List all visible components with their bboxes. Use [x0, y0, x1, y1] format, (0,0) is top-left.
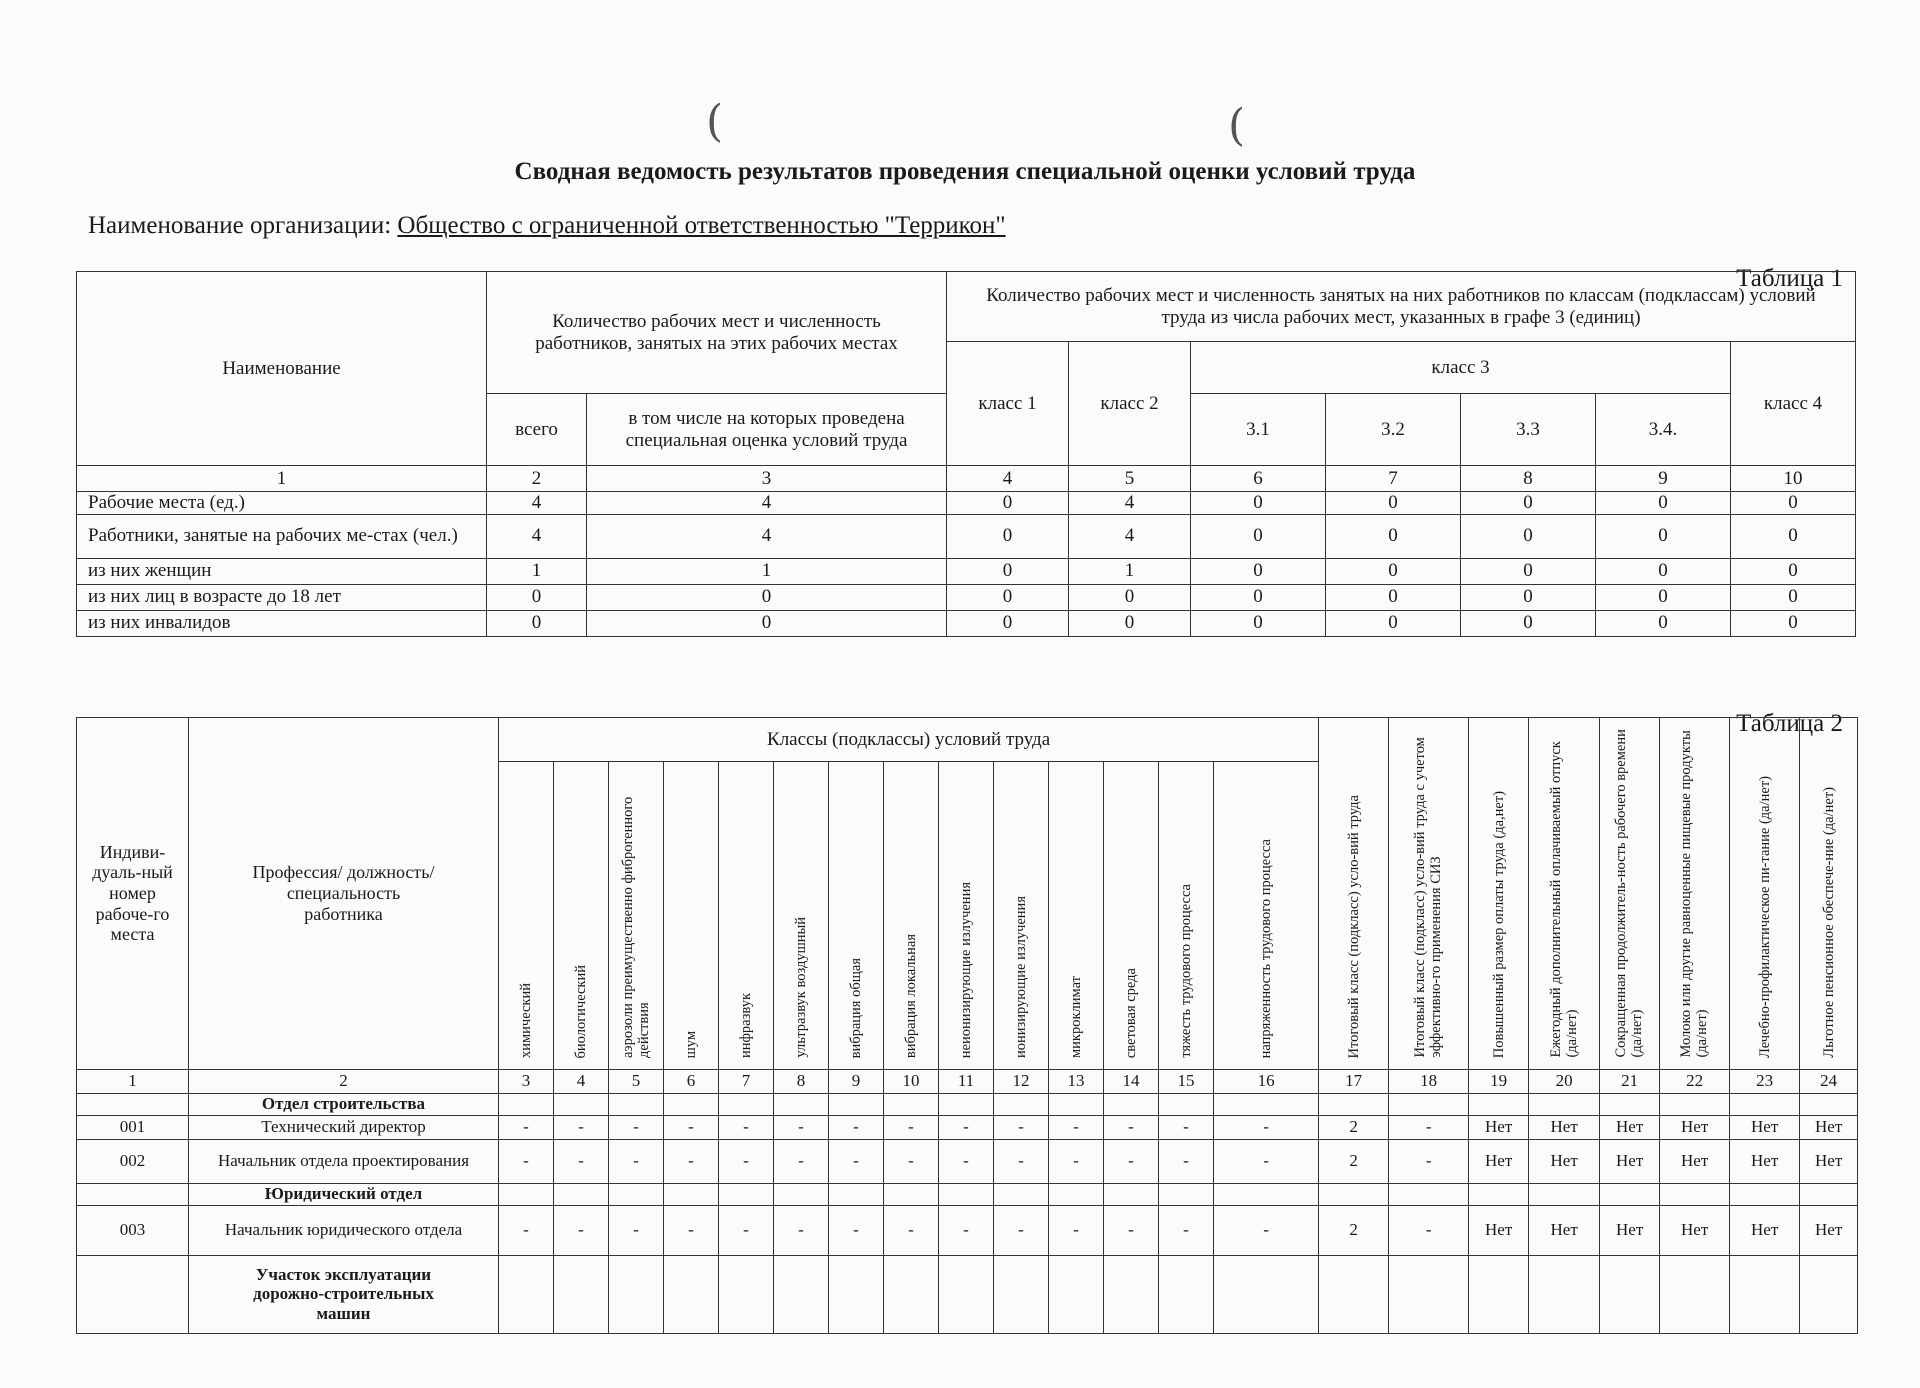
t2-empty-cell — [719, 1255, 774, 1333]
t1-column-numbers — [77, 466, 1856, 492]
t2-factor-value: - — [1214, 1115, 1319, 1139]
t2-colnum: 17 — [1319, 1069, 1389, 1093]
t2-factor-value: - — [1104, 1139, 1159, 1183]
t2-empty-cell — [1600, 1255, 1660, 1333]
t2-empty-cell — [1800, 1255, 1858, 1333]
t2-colnum: 19 — [1469, 1069, 1529, 1093]
t2-factor-value: - — [1104, 1115, 1159, 1139]
t2-empty-cell — [609, 1183, 664, 1205]
t2-factor-value: - — [609, 1139, 664, 1183]
t2-empty-cell — [1660, 1093, 1730, 1115]
t2-empty-cell — [1214, 1183, 1319, 1205]
t2-factor-value: - — [994, 1205, 1049, 1255]
t2-factor-value: - — [939, 1205, 994, 1255]
t2-header-vacation: Ежегодный дополнительный оплачиваемый отпуск (да/нет) — [1529, 718, 1600, 1070]
t1-cell: 0 — [947, 514, 1069, 558]
t2-factor-value: - — [774, 1205, 829, 1255]
t2-workplace-row — [77, 1115, 1858, 1139]
t2-empty-cell — [664, 1093, 719, 1115]
t1-cell: 0 — [1461, 610, 1596, 636]
t2-factor-value: - — [1214, 1205, 1319, 1255]
t2-factor-value: - — [1159, 1139, 1214, 1183]
t1-header-total: всего — [487, 394, 587, 466]
t2-guarantee-value: Нет — [1660, 1139, 1730, 1183]
t2-empty-cell — [499, 1255, 554, 1333]
t2-factor-value: - — [774, 1115, 829, 1139]
t2-final-class-siz: - — [1389, 1205, 1469, 1255]
t1-row-label: из них женщин — [77, 558, 487, 584]
t2-colnum: 23 — [1730, 1069, 1800, 1093]
t2-empty-cell — [774, 1093, 829, 1115]
t1-row-label: из них инвалидов — [77, 610, 487, 636]
t1-colnum: 9 — [1596, 466, 1731, 492]
t2-factor-value: - — [829, 1139, 884, 1183]
t2-guarantee-value: Нет — [1730, 1139, 1800, 1183]
t2-empty-cell — [1049, 1255, 1104, 1333]
t2-colnum: 14 — [1104, 1069, 1159, 1093]
document-title: Сводная ведомость результатов проведения специальной оценки условий труда — [514, 158, 1416, 185]
t1-cell: 0 — [947, 610, 1069, 636]
t2-empty-cell — [1529, 1255, 1600, 1333]
t2-guarantee-value: Нет — [1469, 1205, 1529, 1255]
t2-workplace-row — [77, 1139, 1858, 1183]
t2-empty-cell — [994, 1255, 1049, 1333]
t2-column-numbers — [77, 1069, 1858, 1093]
t2-guarantee-value: Нет — [1600, 1205, 1660, 1255]
t2-empty-cell — [1600, 1093, 1660, 1115]
t1-row — [77, 610, 1856, 636]
t2-guarantee-value: Нет — [1529, 1115, 1600, 1139]
t2-empty-cell — [1389, 1255, 1469, 1333]
t2-empty-cell — [609, 1255, 664, 1333]
t2-header-classes: Классы (подклассы) условий труда — [499, 718, 1319, 762]
t2-empty-cell — [1529, 1183, 1600, 1205]
t2-header-profession: Профессия/ должность/ специальность работника — [189, 718, 499, 1070]
t2-empty-cell — [1214, 1255, 1319, 1333]
t2-factor-value: - — [1159, 1205, 1214, 1255]
t2-empty-cell — [884, 1183, 939, 1205]
t2-guarantee-value: Нет — [1600, 1139, 1660, 1183]
t2-colnum: 15 — [1159, 1069, 1214, 1093]
t2-factor-infrasound: инфразвук — [719, 762, 774, 1070]
organization-label: Наименование организации: — [88, 212, 398, 239]
t1-cell: 4 — [487, 492, 587, 515]
t2-guarantee-value: Нет — [1600, 1115, 1660, 1139]
t2-factor-value: - — [609, 1115, 664, 1139]
t1-cell: 0 — [1326, 610, 1461, 636]
t1-cell: 0 — [1596, 514, 1731, 558]
t2-empty-cell — [939, 1255, 994, 1333]
t2-guarantee-value: Нет — [1800, 1115, 1858, 1139]
t2-factor-value: - — [829, 1115, 884, 1139]
t2-empty-cell — [1600, 1183, 1660, 1205]
t2-factor-value: - — [939, 1139, 994, 1183]
t1-cell: 0 — [1326, 514, 1461, 558]
t2-empty-cell — [1049, 1093, 1104, 1115]
t1-colnum: 5 — [1069, 466, 1191, 492]
t2-empty-cell — [1529, 1093, 1600, 1115]
organization-name: Общество с ограниченной ответственностью "Террикон" — [397, 212, 1006, 239]
t2-empty-cell — [1730, 1255, 1800, 1333]
t2-factor-value: - — [884, 1205, 939, 1255]
t2-header-pension: Льготное пенсионное обеспече-ние (да/нет) — [1800, 718, 1858, 1070]
t2-empty-cell — [1104, 1183, 1159, 1205]
t1-colnum: 1 — [77, 466, 487, 492]
t1-cell: 4 — [1069, 492, 1191, 515]
t2-factor-value: - — [664, 1205, 719, 1255]
t2-final-class-siz: - — [1389, 1139, 1469, 1183]
t2-factor-value: - — [719, 1139, 774, 1183]
t2-empty-cell — [554, 1093, 609, 1115]
t2-colnum: 9 — [829, 1069, 884, 1093]
t2-colnum: 8 — [774, 1069, 829, 1093]
t2-colnum: 21 — [1600, 1069, 1660, 1093]
t2-empty-cell — [1319, 1255, 1389, 1333]
t2-factor-value: - — [1104, 1205, 1159, 1255]
t2-factor-value: - — [499, 1205, 554, 1255]
t2-empty-cell — [1319, 1093, 1389, 1115]
t1-cell: 4 — [587, 492, 947, 515]
t2-empty-cell — [554, 1183, 609, 1205]
t1-cell: 0 — [487, 584, 587, 610]
t2-workplace-id: 001 — [77, 1115, 189, 1139]
t2-header-final-siz: Итоговый класс (подкласс) усло-вий труда с учетом эффективно-го применения СИЗ — [1389, 718, 1469, 1070]
t1-cell: 0 — [1596, 492, 1731, 515]
t2-empty-cell — [1104, 1093, 1159, 1115]
t2-empty-cell — [1319, 1183, 1389, 1205]
t2-colnum: 4 — [554, 1069, 609, 1093]
t2-empty-cell — [1730, 1093, 1800, 1115]
t2-empty-cell — [499, 1093, 554, 1115]
t2-factor-ultrasound: ультразвук воздушный — [774, 762, 829, 1070]
t1-cell: 0 — [1069, 610, 1191, 636]
t2-empty-cell — [1800, 1183, 1858, 1205]
t2-factor-value: - — [829, 1205, 884, 1255]
t1-cell: 0 — [1731, 584, 1856, 610]
t1-colnum: 4 — [947, 466, 1069, 492]
t2-empty-cell — [1159, 1093, 1214, 1115]
t2-guarantee-value: Нет — [1660, 1205, 1730, 1255]
t2-workplace-name: Начальник юридического отдела — [189, 1205, 499, 1255]
t2-guarantee-value: Нет — [1469, 1115, 1529, 1139]
t2-factor-ionizing: ионизирующие излучения — [994, 762, 1049, 1070]
t2-factor-value: - — [884, 1139, 939, 1183]
t1-cell: 0 — [1191, 514, 1326, 558]
t2-guarantee-value: Нет — [1730, 1205, 1800, 1255]
t1-colnum: 6 — [1191, 466, 1326, 492]
t1-cell: 0 — [1596, 610, 1731, 636]
t2-final-class: 2 — [1319, 1205, 1389, 1255]
t2-factor-value: - — [994, 1139, 1049, 1183]
t2-factor-value: - — [1049, 1115, 1104, 1139]
t2-colnum: 5 — [609, 1069, 664, 1093]
t2-factor-value: - — [1049, 1205, 1104, 1255]
t1-row-label: Работники, занятые на рабочих ме-стах (чел.) — [77, 514, 487, 558]
t2-header-id: Индиви-дуаль-ный номер рабоче-го места — [77, 718, 189, 1070]
t2-department-row — [77, 1093, 1858, 1115]
t2-empty-cell — [664, 1183, 719, 1205]
t1-header-class2: класс 2 — [1069, 342, 1191, 466]
t2-colnum: 12 — [994, 1069, 1049, 1093]
t2-empty-cell — [1214, 1093, 1319, 1115]
t1-row — [77, 514, 1856, 558]
t2-factor-value: - — [1159, 1115, 1214, 1139]
t2-empty-cell — [1660, 1183, 1730, 1205]
table2-caption: Таблица 2 — [1736, 710, 1843, 737]
t2-guarantee-value: Нет — [1800, 1205, 1858, 1255]
t2-factor-vibration-general: вибрация общая — [829, 762, 884, 1070]
t1-row — [77, 492, 1856, 515]
t2-empty-cell — [884, 1093, 939, 1115]
t1-header-3-1: 3.1 — [1191, 394, 1326, 466]
t1-header-name: Наименование — [77, 272, 487, 466]
t2-guarantee-value: Нет — [1730, 1115, 1800, 1139]
t1-cell: 0 — [1326, 584, 1461, 610]
t2-empty-cell — [1469, 1093, 1529, 1115]
t2-factor-noise: шум — [664, 762, 719, 1070]
t1-cell: 4 — [587, 514, 947, 558]
t2-factor-biological: биологический — [554, 762, 609, 1070]
t2-header-pay: Повышенный размер оплаты труда (да,нет) — [1469, 718, 1529, 1070]
t2-factor-aerosol: аэрозоли преимущественно фиброгенного действия — [609, 762, 664, 1070]
table1-caption: Таблица 1 — [1736, 265, 1843, 292]
t2-empty-cell — [1469, 1255, 1529, 1333]
t1-cell: 0 — [1731, 492, 1856, 515]
t2-workplace-id: 003 — [77, 1205, 189, 1255]
t2-department-name: Юридический отдел — [189, 1183, 499, 1205]
t2-final-class: 2 — [1319, 1139, 1389, 1183]
t1-cell: 0 — [1731, 558, 1856, 584]
t1-row-label: из них лиц в возрасте до 18 лет — [77, 584, 487, 610]
t2-empty-cell — [1159, 1183, 1214, 1205]
t2-factor-value: - — [994, 1115, 1049, 1139]
t1-cell: 0 — [487, 610, 587, 636]
t2-empty-cell — [554, 1255, 609, 1333]
t1-header-assessed: в том числе на которых проведена специальная оценка условий труда — [587, 394, 947, 466]
t2-workplace-name: Технический директор — [189, 1115, 499, 1139]
t1-header-3-3: 3.3 — [1461, 394, 1596, 466]
t1-row-label: Рабочие места (ед.) — [77, 492, 487, 515]
t1-cell: 0 — [1731, 514, 1856, 558]
t1-cell: 0 — [587, 610, 947, 636]
t2-empty-cell — [994, 1183, 1049, 1205]
t2-factor-value: - — [554, 1205, 609, 1255]
scan-mark: ( — [1228, 100, 1246, 151]
organization-line — [88, 212, 1006, 240]
t2-empty-cell — [1389, 1093, 1469, 1115]
t2-header-nutrition: Лечебно-профилактическое пи-тание (да/нет) — [1730, 718, 1800, 1070]
t2-empty-cell — [1049, 1183, 1104, 1205]
t2-colnum: 3 — [499, 1069, 554, 1093]
t2-factor-labor-intensity: напряженность трудового процесса — [1214, 762, 1319, 1070]
t2-empty-cell — [1159, 1255, 1214, 1333]
t2-empty-cell — [1104, 1255, 1159, 1333]
t2-workplace-name: Начальник отдела проектирования — [189, 1139, 499, 1183]
t2-empty-cell — [1800, 1093, 1858, 1115]
t1-cell: 1 — [587, 558, 947, 584]
t2-factor-value: - — [499, 1115, 554, 1139]
t1-header-classes: Количество рабочих мест и численность занятых на них работников по классам (подклассам) условий труда из числа рабочих мест, указанных в графе 3 (единиц) — [947, 272, 1856, 342]
t2-factor-value: - — [554, 1139, 609, 1183]
t1-row — [77, 584, 1856, 610]
t1-header-class1: класс 1 — [947, 342, 1069, 466]
t2-factor-value: - — [719, 1115, 774, 1139]
t2-final-class: 2 — [1319, 1115, 1389, 1139]
t1-colnum: 7 — [1326, 466, 1461, 492]
t2-empty-cell — [774, 1255, 829, 1333]
t1-cell: 0 — [947, 558, 1069, 584]
t2-workplace-id: 002 — [77, 1139, 189, 1183]
t1-cell: 0 — [947, 584, 1069, 610]
t2-empty-cell — [499, 1183, 554, 1205]
t1-header-class3: класс 3 — [1191, 342, 1731, 394]
t1-cell: 0 — [1191, 492, 1326, 515]
t1-cell: 0 — [587, 584, 947, 610]
t2-empty-cell — [77, 1093, 189, 1115]
t2-empty-cell — [609, 1093, 664, 1115]
t2-colnum: 10 — [884, 1069, 939, 1093]
t2-workplace-row — [77, 1205, 1858, 1255]
t2-colnum: 22 — [1660, 1069, 1730, 1093]
t1-row — [77, 558, 1856, 584]
t2-factor-value: - — [664, 1115, 719, 1139]
t1-cell: 1 — [487, 558, 587, 584]
t1-cell: 0 — [1461, 492, 1596, 515]
scan-mark: ( — [706, 96, 724, 147]
t1-header-class4: класс 4 — [1731, 342, 1856, 466]
t2-department-row — [77, 1183, 1858, 1205]
t2-factor-chemical: химический — [499, 762, 554, 1070]
t2-header-milk: Молоко или другие равноценные пищевые продукты (да/нет) — [1660, 718, 1730, 1070]
t2-factor-labor-severity: тяжесть трудового процесса — [1159, 762, 1214, 1070]
t2-factor-value: - — [774, 1139, 829, 1183]
t2-factor-value: - — [884, 1115, 939, 1139]
t2-factor-light: световая среда — [1104, 762, 1159, 1070]
t2-empty-cell — [939, 1093, 994, 1115]
t1-cell: 4 — [487, 514, 587, 558]
t2-colnum: 7 — [719, 1069, 774, 1093]
t2-empty-cell — [994, 1093, 1049, 1115]
t2-final-class-siz: - — [1389, 1115, 1469, 1139]
t2-factor-value: - — [1214, 1139, 1319, 1183]
t2-factor-value: - — [664, 1139, 719, 1183]
t2-empty-cell — [829, 1093, 884, 1115]
t2-empty-cell — [1469, 1183, 1529, 1205]
t1-cell: 0 — [1461, 558, 1596, 584]
t2-department-name: Участок эксплуатации дорожно-строительных машин — [189, 1255, 499, 1333]
t1-cell: 0 — [1461, 584, 1596, 610]
t2-factor-value: - — [719, 1205, 774, 1255]
t1-cell: 0 — [1191, 610, 1326, 636]
t2-empty-cell — [1660, 1255, 1730, 1333]
t2-empty-cell — [829, 1255, 884, 1333]
t2-header-reduced-time: Сокращенная продолжитель-ность рабочего времени (да/нет) — [1600, 718, 1660, 1070]
table1 — [76, 271, 1856, 637]
t1-header-3-2: 3.2 — [1326, 394, 1461, 466]
t2-guarantee-value: Нет — [1529, 1205, 1600, 1255]
t1-cell: 0 — [1596, 584, 1731, 610]
t2-department-row — [77, 1255, 1858, 1333]
t2-factor-value: - — [939, 1115, 994, 1139]
t1-cell: 0 — [1596, 558, 1731, 584]
t1-cell: 0 — [947, 492, 1069, 515]
t2-factor-microclimate: микроклимат — [1049, 762, 1104, 1070]
t1-colnum: 8 — [1461, 466, 1596, 492]
t1-cell: 0 — [1731, 610, 1856, 636]
t2-empty-cell — [719, 1093, 774, 1115]
t2-colnum: 11 — [939, 1069, 994, 1093]
t2-empty-cell — [1730, 1183, 1800, 1205]
t2-empty-cell — [829, 1183, 884, 1205]
table2 — [76, 717, 1858, 1334]
t2-colnum: 18 — [1389, 1069, 1469, 1093]
t2-empty-cell — [77, 1183, 189, 1205]
t2-factor-value: - — [609, 1205, 664, 1255]
t1-cell: 0 — [1191, 584, 1326, 610]
t2-guarantee-value: Нет — [1660, 1115, 1730, 1139]
t2-factor-vibration-local: вибрация локальная — [884, 762, 939, 1070]
t2-guarantee-value: Нет — [1469, 1139, 1529, 1183]
t2-factor-nonionizing: неионизирующие излучения — [939, 762, 994, 1070]
t1-colnum: 3 — [587, 466, 947, 492]
t1-cell: 0 — [1326, 558, 1461, 584]
t2-colnum: 2 — [189, 1069, 499, 1093]
t1-cell: 0 — [1326, 492, 1461, 515]
t2-empty-cell — [884, 1255, 939, 1333]
t2-empty-cell — [939, 1183, 994, 1205]
t2-colnum: 13 — [1049, 1069, 1104, 1093]
t2-colnum: 20 — [1529, 1069, 1600, 1093]
t2-empty-cell — [719, 1183, 774, 1205]
t2-colnum: 24 — [1800, 1069, 1858, 1093]
t2-colnum: 1 — [77, 1069, 189, 1093]
t1-colnum: 10 — [1731, 466, 1856, 492]
t2-empty-cell — [664, 1255, 719, 1333]
t1-colnum: 2 — [487, 466, 587, 492]
t2-empty-cell — [77, 1255, 189, 1333]
t1-header-3-4: 3.4. — [1596, 394, 1731, 466]
t2-factor-value: - — [554, 1115, 609, 1139]
t2-department-name: Отдел строительства — [189, 1093, 499, 1115]
t2-colnum: 16 — [1214, 1069, 1319, 1093]
t2-empty-cell — [774, 1183, 829, 1205]
t1-cell: 1 — [1069, 558, 1191, 584]
t1-header-count: Количество рабочих мест и численность работников, занятых на этих рабочих местах — [487, 272, 947, 394]
t2-factor-value: - — [1049, 1139, 1104, 1183]
t2-colnum: 6 — [664, 1069, 719, 1093]
t1-cell: 0 — [1069, 584, 1191, 610]
t1-cell: 0 — [1461, 514, 1596, 558]
t2-empty-cell — [1389, 1183, 1469, 1205]
t1-cell: 0 — [1191, 558, 1326, 584]
t2-guarantee-value: Нет — [1529, 1139, 1600, 1183]
t2-factor-value: - — [499, 1139, 554, 1183]
t2-header-final: Итоговый класс (подкласс) усло-вий труда — [1319, 718, 1389, 1070]
t2-guarantee-value: Нет — [1800, 1139, 1858, 1183]
t1-cell: 4 — [1069, 514, 1191, 558]
